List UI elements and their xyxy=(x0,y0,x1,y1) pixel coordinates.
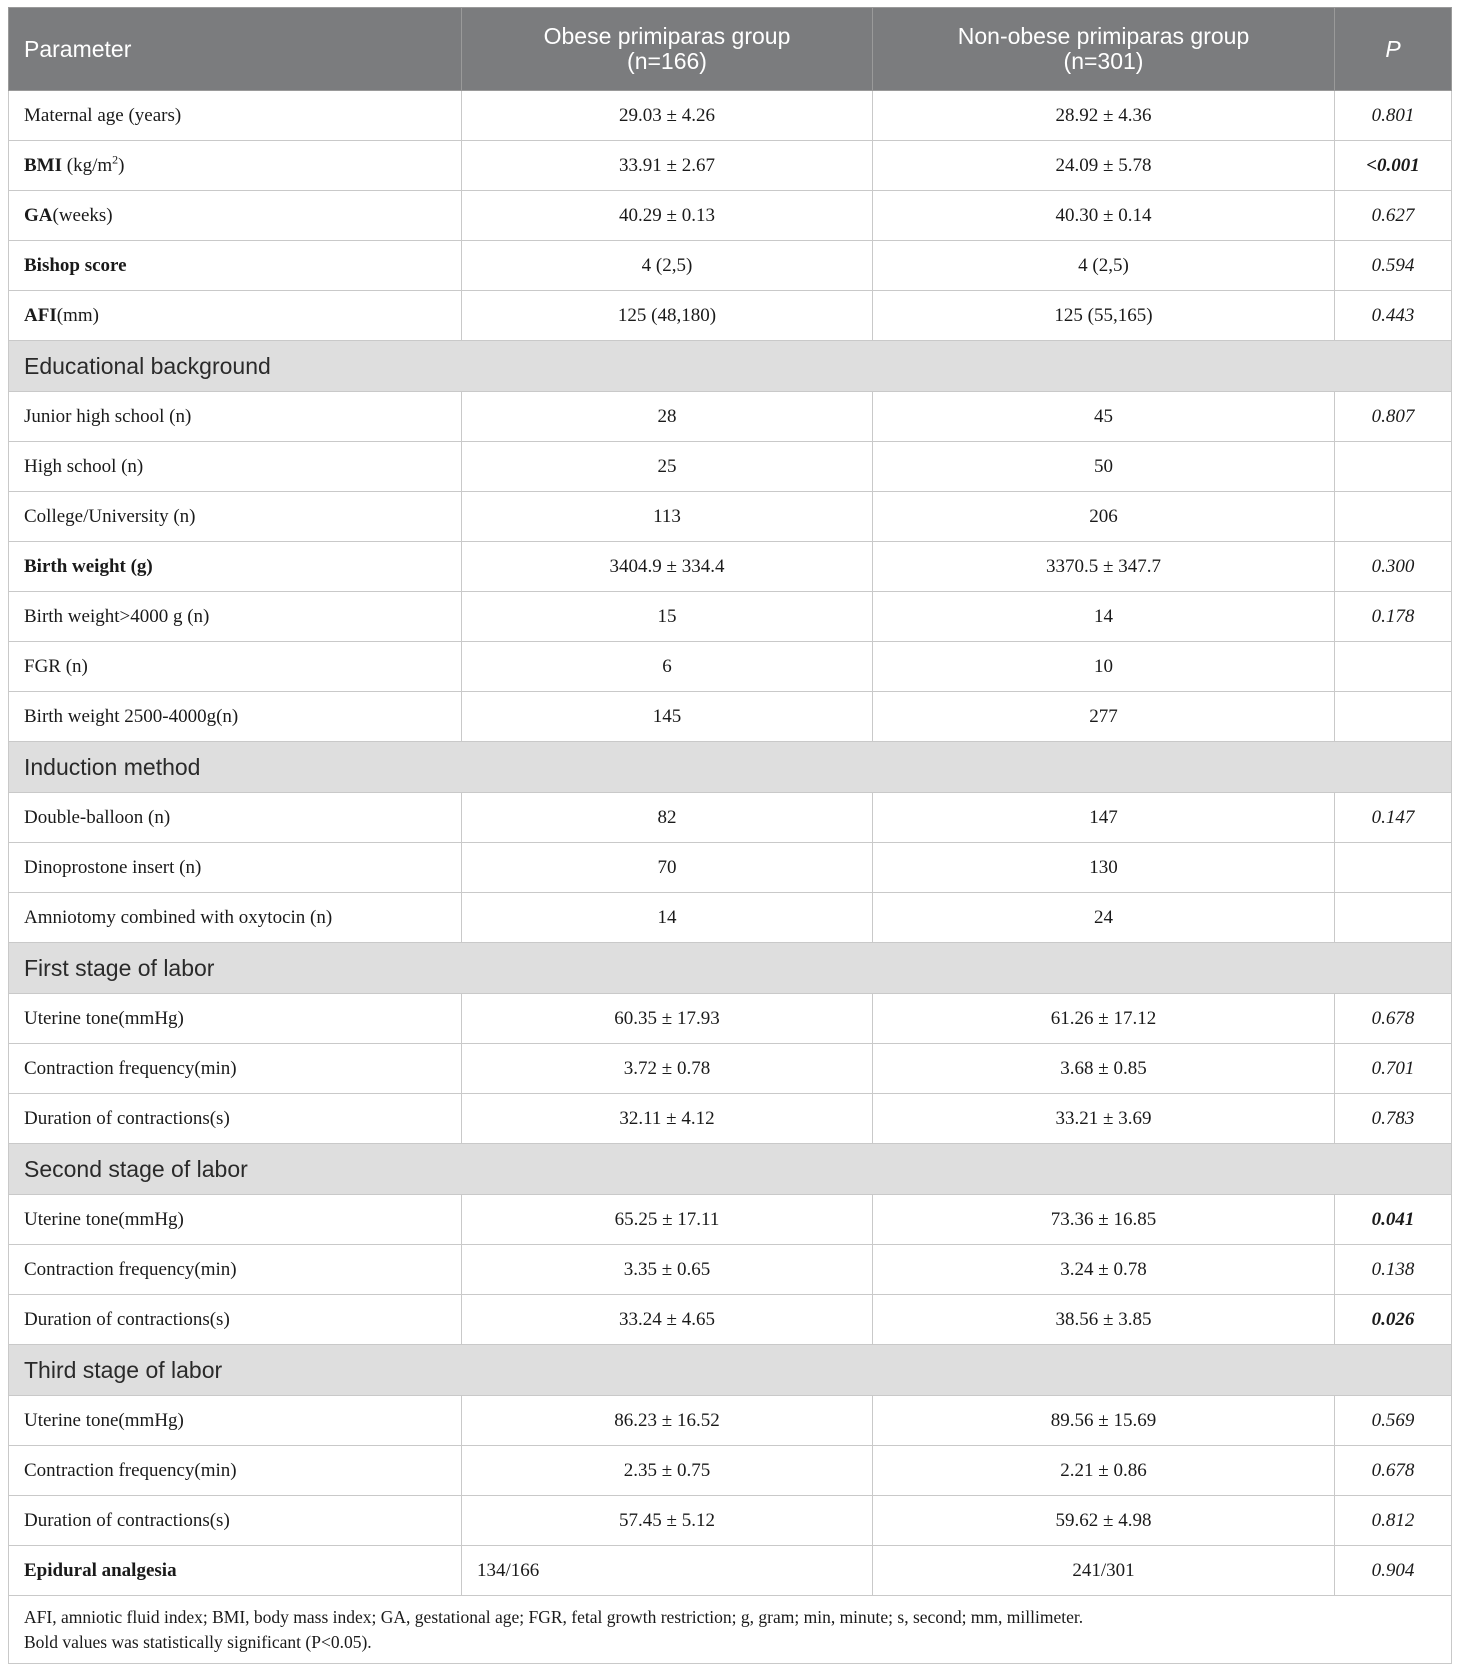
row-label: Epidural analgesia xyxy=(9,1546,462,1596)
p-value xyxy=(1335,843,1452,893)
nonobese-value: 89.56 ± 15.69 xyxy=(873,1396,1335,1446)
nonobese-value: 3.24 ± 0.78 xyxy=(873,1245,1335,1295)
p-value-significant: <0.001 xyxy=(1335,141,1452,191)
table-row-fgr xyxy=(9,642,1452,692)
p-value: 0.701 xyxy=(1335,1044,1452,1094)
nonobese-value: 147 xyxy=(873,793,1335,843)
nonobese-value: 24.09 ± 5.78 xyxy=(873,141,1335,191)
table-row-bishop xyxy=(9,241,1452,291)
header-nonobese-group xyxy=(873,8,1335,91)
p-value: 0.801 xyxy=(1335,91,1452,141)
obese-value: 57.45 ± 5.12 xyxy=(462,1496,873,1546)
row-label: Birth weight (g) xyxy=(9,542,462,592)
row-label: Uterine tone(mmHg) xyxy=(9,1195,462,1245)
row-label: Double-balloon (n) xyxy=(9,793,462,843)
row-label: AFI(mm) xyxy=(9,291,462,341)
row-label: Uterine tone(mmHg) xyxy=(9,994,462,1044)
obese-value: 33.91 ± 2.67 xyxy=(462,141,873,191)
obese-value: 86.23 ± 16.52 xyxy=(462,1396,873,1446)
nonobese-value: 3370.5 ± 347.7 xyxy=(873,542,1335,592)
table-row-maternal-age xyxy=(9,91,1452,141)
nonobese-value: 50 xyxy=(873,442,1335,492)
nonobese-value: 59.62 ± 4.98 xyxy=(873,1496,1335,1546)
table-row-junior-high xyxy=(9,392,1452,442)
obese-value: 134/166 xyxy=(462,1546,873,1596)
row-label: Uterine tone(mmHg) xyxy=(9,1396,462,1446)
section-title: Educational background xyxy=(9,341,1452,392)
obese-value: 70 xyxy=(462,843,873,893)
header-obese-group xyxy=(462,8,873,91)
nonobese-value: 28.92 ± 4.36 xyxy=(873,91,1335,141)
nonobese-value: 130 xyxy=(873,843,1335,893)
row-label: Duration of contractions(s) xyxy=(9,1094,462,1144)
nonobese-value: 24 xyxy=(873,893,1335,943)
row-label: Duration of contractions(s) xyxy=(9,1295,462,1345)
obese-value: 113 xyxy=(462,492,873,542)
nonobese-value: 61.26 ± 17.12 xyxy=(873,994,1335,1044)
header-p: P xyxy=(1335,8,1452,91)
section-title: First stage of labor xyxy=(9,943,1452,994)
row-label: Dinoprostone insert (n) xyxy=(9,843,462,893)
p-value: 0.178 xyxy=(1335,592,1452,642)
p-value: 0.807 xyxy=(1335,392,1452,442)
p-value: 0.678 xyxy=(1335,1446,1452,1496)
table-row-amniotomy xyxy=(9,893,1452,943)
table-row-second-contraction-duration xyxy=(9,1295,1452,1345)
header-parameter: Parameter xyxy=(9,8,462,91)
nonobese-value: 125 (55,165) xyxy=(873,291,1335,341)
header-obese-n: (n=166) xyxy=(627,48,707,74)
comparison-table xyxy=(8,7,1452,1664)
row-label: Contraction frequency(min) xyxy=(9,1044,462,1094)
table-row-birth-weight xyxy=(9,542,1452,592)
p-value: 0.594 xyxy=(1335,241,1452,291)
section-title: Induction method xyxy=(9,742,1452,793)
obese-value: 3.72 ± 0.78 xyxy=(462,1044,873,1094)
nonobese-value: 10 xyxy=(873,642,1335,692)
section-title: Second stage of labor xyxy=(9,1144,1452,1195)
row-label: GA(weeks) xyxy=(9,191,462,241)
header-nonobese-n: (n=301) xyxy=(1063,48,1144,74)
section-first-stage xyxy=(9,943,1452,994)
p-value xyxy=(1335,893,1452,943)
p-value xyxy=(1335,492,1452,542)
p-value-significant: 0.041 xyxy=(1335,1195,1452,1245)
p-value: 0.783 xyxy=(1335,1094,1452,1144)
table-row-bmi xyxy=(9,141,1452,191)
table-row-birth-weight-normal xyxy=(9,692,1452,742)
obese-value: 29.03 ± 4.26 xyxy=(462,91,873,141)
obese-value: 15 xyxy=(462,592,873,642)
section-induction-method xyxy=(9,742,1452,793)
nonobese-value: 33.21 ± 3.69 xyxy=(873,1094,1335,1144)
obese-value: 25 xyxy=(462,442,873,492)
obese-value: 28 xyxy=(462,392,873,442)
nonobese-value: 45 xyxy=(873,392,1335,442)
row-label: Contraction frequency(min) xyxy=(9,1446,462,1496)
table-row-first-contraction-frequency xyxy=(9,1044,1452,1094)
p-value xyxy=(1335,442,1452,492)
section-educational-background xyxy=(9,341,1452,392)
obese-value: 4 (2,5) xyxy=(462,241,873,291)
table-row-dinoprostone xyxy=(9,843,1452,893)
table-row-first-uterine-tone xyxy=(9,994,1452,1044)
obese-value: 14 xyxy=(462,893,873,943)
section-title: Third stage of labor xyxy=(9,1345,1452,1396)
table-row-first-contraction-duration xyxy=(9,1094,1452,1144)
table-row-birth-weight-over-4000 xyxy=(9,592,1452,642)
obese-value: 65.25 ± 17.11 xyxy=(462,1195,873,1245)
section-third-stage xyxy=(9,1345,1452,1396)
row-label: FGR (n) xyxy=(9,642,462,692)
footnote-text xyxy=(9,1596,1452,1664)
p-value: 0.812 xyxy=(1335,1496,1452,1546)
p-value: 0.678 xyxy=(1335,994,1452,1044)
p-value: 0.300 xyxy=(1335,542,1452,592)
obese-value: 40.29 ± 0.13 xyxy=(462,191,873,241)
table-header xyxy=(9,8,1452,91)
nonobese-value: 14 xyxy=(873,592,1335,642)
p-value: 0.443 xyxy=(1335,291,1452,341)
table-row-third-contraction-frequency xyxy=(9,1446,1452,1496)
table-row-high-school xyxy=(9,442,1452,492)
header-obese-name: Obese primiparas group xyxy=(543,23,791,49)
table-row-second-contraction-frequency xyxy=(9,1245,1452,1295)
p-value: 0.627 xyxy=(1335,191,1452,241)
nonobese-value: 4 (2,5) xyxy=(873,241,1335,291)
table-row-second-uterine-tone xyxy=(9,1195,1452,1245)
obese-value: 3404.9 ± 334.4 xyxy=(462,542,873,592)
row-label: Contraction frequency(min) xyxy=(9,1245,462,1295)
row-label: High school (n) xyxy=(9,442,462,492)
nonobese-value: 241/301 xyxy=(873,1546,1335,1596)
row-label: Amniotomy combined with oxytocin (n) xyxy=(9,893,462,943)
p-value-significant: 0.026 xyxy=(1335,1295,1452,1345)
obese-value: 6 xyxy=(462,642,873,692)
obese-value: 82 xyxy=(462,793,873,843)
table-row-afi xyxy=(9,291,1452,341)
row-label: BMI $(kg/m^2)$ xyxy=(9,141,462,191)
row-label: Birth weight 2500-4000g(n) xyxy=(9,692,462,742)
row-label: College/University (n) xyxy=(9,492,462,542)
p-value xyxy=(1335,642,1452,692)
obese-value: 3.35 ± 0.65 xyxy=(462,1245,873,1295)
footnote-significance: Bold values was statistically significant (P<0.05). xyxy=(24,1631,372,1652)
table-row-double-balloon xyxy=(9,793,1452,843)
p-value: 0.147 xyxy=(1335,793,1452,843)
obese-value: 125 (48,180) xyxy=(462,291,873,341)
table-row-third-contraction-duration xyxy=(9,1496,1452,1546)
table-row-epidural xyxy=(9,1546,1452,1596)
nonobese-value: 2.21 ± 0.86 xyxy=(873,1446,1335,1496)
obese-value: 60.35 ± 17.93 xyxy=(462,994,873,1044)
obese-value: 32.11 ± 4.12 xyxy=(462,1094,873,1144)
nonobese-value: 3.68 ± 0.85 xyxy=(873,1044,1335,1094)
row-label: Duration of contractions(s) xyxy=(9,1496,462,1546)
row-label: Maternal age (years) xyxy=(9,91,462,141)
table-footnote xyxy=(9,1596,1452,1664)
nonobese-value: 277 xyxy=(873,692,1335,742)
section-second-stage xyxy=(9,1144,1452,1195)
row-label: Bishop score xyxy=(9,241,462,291)
nonobese-value: 206 xyxy=(873,492,1335,542)
row-label: Birth weight>4000 g (n) xyxy=(9,592,462,642)
header-nonobese-name: Non-obese primiparas group xyxy=(957,23,1250,49)
obese-value: 2.35 ± 0.75 xyxy=(462,1446,873,1496)
nonobese-value: 73.36 ± 16.85 xyxy=(873,1195,1335,1245)
p-value: 0.904 xyxy=(1335,1546,1452,1596)
p-value: 0.138 xyxy=(1335,1245,1452,1295)
row-label: Junior high school (n) xyxy=(9,392,462,442)
footnote-abbreviations: AFI, amniotic fluid index; BMI, body mass index; GA, gestational age; FGR, fetal growth restriction; g, gram; min, minute; s, second; mm, millimeter. xyxy=(24,1606,1084,1627)
table-row-third-uterine-tone xyxy=(9,1396,1452,1446)
table-row-ga xyxy=(9,191,1452,241)
p-value: 0.569 xyxy=(1335,1396,1452,1446)
table-row-college xyxy=(9,492,1452,542)
obese-value: 145 xyxy=(462,692,873,742)
nonobese-value: 40.30 ± 0.14 xyxy=(873,191,1335,241)
p-value xyxy=(1335,692,1452,742)
obese-value: 33.24 ± 4.65 xyxy=(462,1295,873,1345)
nonobese-value: 38.56 ± 3.85 xyxy=(873,1295,1335,1345)
